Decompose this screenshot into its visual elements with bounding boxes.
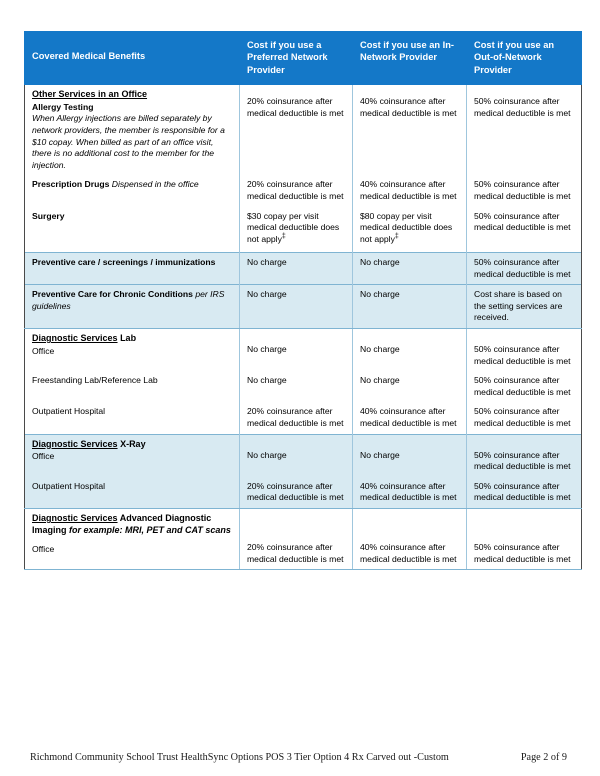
cost-preferred-network: 20% coinsurance after medical deductible is met: [240, 477, 353, 509]
section-heading-cell: [25, 434, 240, 477]
benefit-cell: Outpatient Hospital: [25, 477, 240, 509]
table-row: [25, 253, 582, 285]
benefit-cell: [25, 285, 240, 329]
column-header-in-network: Cost if you use an In-Network Provider: [353, 32, 467, 85]
benefit-description: per IRS guidelines: [32, 289, 225, 311]
section-heading-diagnostic-lab: Diagnostic Services Lab: [32, 333, 137, 344]
benefit-cell: Freestanding Lab/Reference Lab: [25, 371, 240, 402]
column-header-covered-benefits: Covered Medical Benefits: [25, 32, 240, 85]
benefit-name: Office: [32, 544, 55, 555]
benefit-name: Office: [32, 451, 55, 462]
footer-plan-name: Richmond Community School Trust HealthSync Options POS 3 Tier Option 4 Rx Carved out -Custom: [30, 752, 449, 763]
cost-preferred-network: No charge: [240, 371, 353, 402]
benefit-description: Dispensed in the office: [111, 179, 199, 190]
cost-out-of-network: 50% coinsurance after medical deductible is met: [467, 253, 582, 285]
table-header-row: [25, 32, 582, 85]
cost-out-of-network: 50% coinsurance after medical deductible is met: [467, 85, 582, 176]
page-footer: [30, 752, 575, 763]
table-row: [25, 285, 582, 329]
cost-preferred-network: No charge: [240, 285, 353, 329]
table-row: [25, 371, 582, 402]
cost-preferred-network: No charge: [240, 329, 353, 372]
benefits-page: [24, 31, 581, 570]
benefit-name: Allergy Testing: [32, 101, 94, 112]
cost-out-of-network: Cost share is based on the setting services are received.: [467, 285, 582, 329]
section-heading-diagnostic-xray: Diagnostic Services X-Ray: [32, 438, 146, 449]
column-header-preferred-network: Cost if you use a Preferred Network Provider: [240, 32, 353, 85]
table-body: [25, 85, 582, 570]
cost-in-network: No charge: [353, 253, 467, 285]
cost-in-network: 40% coinsurance after medical deductible is met: [353, 508, 467, 569]
cost-out-of-network: 50% coinsurance after medical deductible is met: [467, 175, 582, 206]
cost-in-network: No charge: [353, 329, 467, 372]
benefit-cell: [25, 253, 240, 285]
cost-in-network: No charge: [353, 434, 467, 477]
table-header: [25, 32, 582, 85]
cost-in-network: 40% coinsurance after medical deductible is met: [353, 85, 467, 176]
benefit-cell: [25, 175, 240, 206]
table-row: [25, 434, 582, 477]
benefit-cell: Outpatient Hospital: [25, 402, 240, 434]
section-heading-cell: [25, 329, 240, 372]
footnote-marker: ‡: [394, 232, 399, 240]
benefit-description: When Allergy injections are billed separately by network providers, the member is responsible for a $10 copay. When billed as part of an office visit, there is no additional cost to the member for the injection.: [32, 113, 225, 170]
cost-preferred-network: 20% coinsurance after medical deductible is met: [240, 175, 353, 206]
section-heading-cell: [25, 508, 240, 569]
cost-in-network: No charge: [353, 285, 467, 329]
cost-in-network: $80 copay per visit medical deductible does not apply‡: [353, 207, 467, 253]
cost-out-of-network: 50% coinsurance after medical deductible is met: [467, 329, 582, 372]
cost-out-of-network: 50% coinsurance after medical deductible is met: [467, 402, 582, 434]
benefit-name: Preventive care / screenings / immunizations: [32, 257, 216, 268]
section-heading-cell: [25, 85, 240, 176]
cost-in-network: 40% coinsurance after medical deductible is met: [353, 175, 467, 206]
cost-preferred-network: 20% coinsurance after medical deductible is met: [240, 85, 353, 176]
benefit-name: Office: [32, 345, 55, 356]
cost-preferred-network: $30 copay per visit medical deductible does not apply‡: [240, 207, 353, 253]
table-row: [25, 329, 582, 372]
section-heading-other-services: Other Services in an Office: [32, 89, 148, 100]
benefit-name: Surgery: [32, 210, 65, 221]
cost-preferred-network: No charge: [240, 253, 353, 285]
section-heading-advanced-imaging: Diagnostic Services Advanced Diagnostic Imaging for example: MRI, PET and CAT scans: [32, 512, 231, 535]
table-row: [25, 85, 582, 176]
cost-in-network: No charge: [353, 371, 467, 402]
footer-page-number: Page 2 of 9: [520, 752, 567, 763]
cost-out-of-network: 50% coinsurance after medical deductible is met: [467, 434, 582, 477]
cost-out-of-network: 50% coinsurance after medical deductible is met: [467, 477, 582, 509]
cost-out-of-network: 50% coinsurance after medical deductible is met: [467, 371, 582, 402]
benefit-name: Prescription Drugs: [32, 179, 110, 190]
covered-medical-benefits-table: [24, 31, 582, 570]
footnote-marker: ‡: [281, 232, 286, 240]
cost-in-network: 40% coinsurance after medical deductible is met: [353, 477, 467, 509]
cost-out-of-network: 50% coinsurance after medical deductible is met: [467, 207, 582, 253]
table-row: [25, 207, 582, 253]
cost-in-network: 40% coinsurance after medical deductible is met: [353, 402, 467, 434]
benefit-name: Preventive Care for Chronic Conditions: [32, 289, 193, 300]
table-row: [25, 175, 582, 206]
cost-preferred-network: 20% coinsurance after medical deductible is met: [240, 402, 353, 434]
table-row: [25, 508, 582, 569]
cost-preferred-network: 20% coinsurance after medical deductible is met: [240, 508, 353, 569]
cost-out-of-network: 50% coinsurance after medical deductible is met: [467, 508, 582, 569]
table-row: [25, 477, 582, 509]
benefit-cell: [25, 207, 240, 253]
table-row: [25, 402, 582, 434]
column-header-out-of-network: Cost if you use an Out-of-Network Provider: [467, 32, 582, 85]
cost-preferred-network: No charge: [240, 434, 353, 477]
